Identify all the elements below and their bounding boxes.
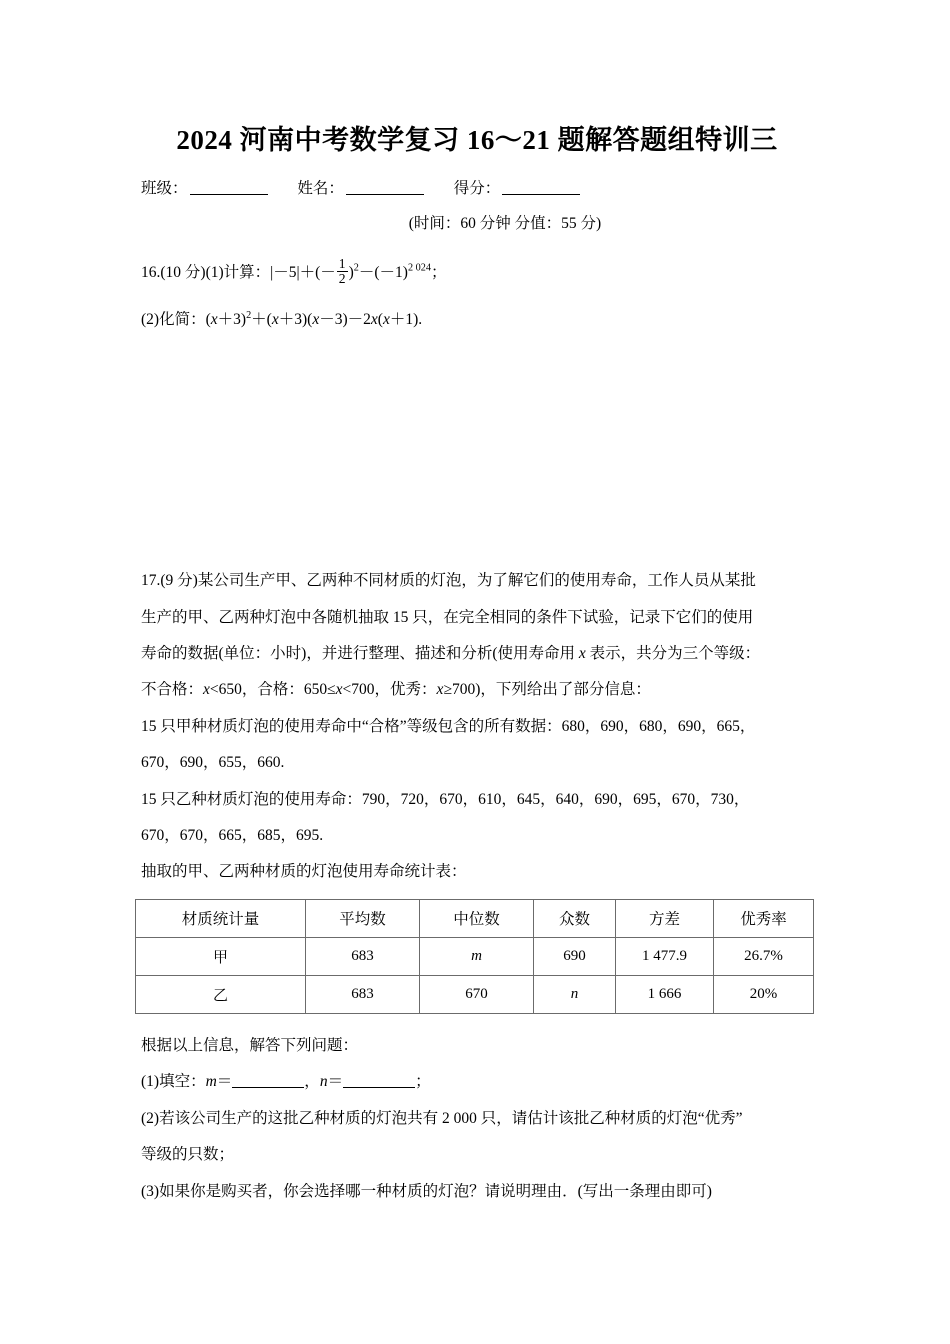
variable-x-3: x bbox=[312, 310, 320, 328]
field-score-blank[interactable] bbox=[502, 181, 580, 195]
subquestion-3: (3)如果你是购买者，你会选择哪一种材质的灯泡？请说明理由．(写出一条理由即可) bbox=[141, 1182, 712, 1200]
question-16-part1-expr-pre: |－5|＋(－ bbox=[270, 263, 336, 281]
subquestion-2-line-2: 等级的只数； bbox=[141, 1146, 235, 1164]
cell-mode-jia: 690 bbox=[534, 937, 616, 975]
subquestion-1-end: ； bbox=[415, 1073, 431, 1091]
question-16-paren-close: ) bbox=[348, 263, 354, 281]
question-16-part1 bbox=[141, 257, 813, 287]
statistics-table-wrapper bbox=[135, 899, 813, 1014]
cell-variance-yi: 1 666 bbox=[616, 975, 714, 1013]
cell-median-yi: 670 bbox=[420, 975, 534, 1013]
table-header-row bbox=[136, 899, 814, 937]
answer-space-question-16 bbox=[141, 331, 813, 563]
exam-meta-line: (时间：60 分钟 分值：55 分) bbox=[408, 215, 602, 232]
variable-x-excellent: x bbox=[436, 681, 444, 699]
question-17-line-3 bbox=[141, 636, 813, 672]
table-row bbox=[136, 975, 814, 1013]
q17-l3-pre: 寿命的数据(单位：小时)，并进行整理、描述和分析(使用寿命用 bbox=[141, 644, 579, 662]
field-name-blank[interactable] bbox=[346, 181, 424, 195]
page-content bbox=[141, 0, 813, 1210]
subquestion-2-line-1: (2)若该公司生产的这批乙种材质的灯泡共有 2 000 只，请估计该批乙种材质的灯泡“优秀” bbox=[141, 1109, 743, 1127]
question-17-line-2: 生产的甲、乙两种灯泡中各随机抽取 15 只，在完全相同的条件下试验，记录下它们的使用 bbox=[141, 608, 754, 626]
cell-mean-yi: 683 bbox=[306, 975, 420, 1013]
exponent-2024: 2 024 bbox=[407, 262, 431, 274]
q17-l4-m3: ≥700)，下列给出了部分信息： bbox=[443, 681, 651, 699]
table-caption: 抽取的甲、乙两种材质的灯泡使用寿命统计表： bbox=[141, 863, 467, 881]
subquestion-1-prefix: (1)填空： bbox=[141, 1073, 206, 1091]
expr-seg-6: ( bbox=[377, 310, 383, 328]
page-title: 2024 河南中考数学复习 16～21 题解答题组特训三 bbox=[176, 125, 778, 155]
q17-l4-pre: 不合格： bbox=[141, 681, 204, 699]
expr-seg-5: －3)－2 bbox=[319, 310, 371, 328]
variable-x-pass: x bbox=[335, 681, 343, 699]
field-class bbox=[141, 176, 268, 198]
variable-x-4: x bbox=[370, 310, 378, 328]
statistics-table bbox=[135, 899, 814, 1014]
cell-mode-yi bbox=[534, 975, 616, 1013]
question-16 bbox=[141, 257, 813, 331]
table-header-excellent-rate: 优秀率 bbox=[714, 899, 814, 937]
unknown-m: m bbox=[471, 947, 482, 964]
unknown-n-label: n bbox=[319, 1073, 328, 1091]
cell-variance-jia: 1 477.9 bbox=[616, 937, 714, 975]
expr-seg-3: ＋( bbox=[251, 310, 272, 328]
data-list-jia-line-2: 670，690，655，660. bbox=[141, 754, 285, 772]
question-17-line-1: 17.(9 分)某公司生产甲、乙两种不同材质的灯泡，为了解它们的使用寿命，工作人员从某批 bbox=[141, 572, 756, 590]
equals-sign-n: ＝ bbox=[327, 1073, 344, 1091]
table-header-mean: 平均数 bbox=[306, 899, 420, 937]
variable-x-lifetime: x bbox=[578, 644, 586, 662]
question-16-part2-label: (2)化简： bbox=[141, 310, 206, 328]
question-17-subquestions bbox=[141, 1028, 813, 1210]
unknown-n: n bbox=[570, 985, 579, 1002]
expr-seg-7: ＋1). bbox=[389, 310, 423, 328]
q17-l4-m2: <700，优秀： bbox=[342, 681, 437, 699]
fraction-one-half bbox=[337, 257, 348, 287]
cell-mean-jia: 683 bbox=[306, 937, 420, 975]
question-16-part1-tail: ； bbox=[430, 263, 447, 281]
answer-blank-m[interactable] bbox=[232, 1074, 304, 1088]
unknown-m-label: m bbox=[205, 1073, 217, 1091]
expr-open-paren: ( bbox=[205, 310, 211, 328]
table-header-variance: 方差 bbox=[616, 899, 714, 937]
question-16-part2 bbox=[141, 309, 813, 331]
question-16-minus-term: －(－1) bbox=[358, 263, 408, 281]
exponent-two: 2 bbox=[353, 262, 359, 274]
cell-excellent-rate-jia: 26.7% bbox=[714, 937, 814, 975]
subquestion-1 bbox=[141, 1064, 813, 1100]
field-class-blank[interactable] bbox=[190, 181, 268, 195]
question-16-part1-prefix: 16.(10 分)(1)计算： bbox=[141, 263, 271, 281]
table-header-median: 中位数 bbox=[420, 899, 534, 937]
data-list-jia-line-1: 15 只甲种材质灯泡的使用寿命中“合格”等级包含的所有数据：680，690，680，690，665， bbox=[141, 717, 756, 735]
variable-x-1: x bbox=[210, 310, 218, 328]
answer-blank-n[interactable] bbox=[343, 1074, 415, 1088]
table-header-mode: 众数 bbox=[534, 899, 616, 937]
data-list-yi-line-1: 15 只乙种材质灯泡的使用寿命：790，720，670，610，645，640，690，695，670，730， bbox=[141, 790, 750, 808]
question-17-line-4 bbox=[141, 672, 813, 708]
table-header-material: 材质统计量 bbox=[136, 899, 306, 937]
exponent-square: 2 bbox=[246, 309, 252, 321]
field-score-label: 得分： bbox=[453, 180, 501, 197]
field-name-label: 姓名： bbox=[297, 180, 344, 197]
variable-x-2: x bbox=[271, 310, 279, 328]
table-row bbox=[136, 937, 814, 975]
data-list-yi-line-2: 670，670，665，685，695. bbox=[141, 827, 324, 845]
equals-sign-m: ＝ bbox=[216, 1073, 233, 1091]
variable-x-fail: x bbox=[203, 681, 210, 699]
cell-excellent-rate-yi: 20% bbox=[714, 975, 814, 1013]
field-name bbox=[297, 176, 424, 198]
field-score bbox=[454, 176, 581, 198]
cell-median-jia bbox=[420, 937, 534, 975]
field-class-label: 班级： bbox=[141, 180, 188, 197]
comma-separator: ， bbox=[304, 1073, 320, 1091]
expr-seg-2: ＋3) bbox=[217, 310, 247, 328]
fraction-denominator: 2 bbox=[338, 271, 346, 287]
question-17 bbox=[141, 563, 813, 891]
variable-x-5: x bbox=[382, 310, 390, 328]
subquestion-intro: 根据以上信息，解答下列问题： bbox=[141, 1036, 359, 1054]
fraction-numerator: 1 bbox=[338, 256, 346, 271]
expr-seg-4: ＋3)( bbox=[278, 310, 313, 328]
q17-l3-post: 表示，共分为三个等级： bbox=[585, 644, 761, 662]
header-fields bbox=[141, 176, 813, 198]
cell-material-yi: 乙 bbox=[136, 975, 306, 1013]
cell-material-jia: 甲 bbox=[136, 937, 306, 975]
q17-l4-m1: <650，合格：650≤ bbox=[209, 681, 336, 699]
